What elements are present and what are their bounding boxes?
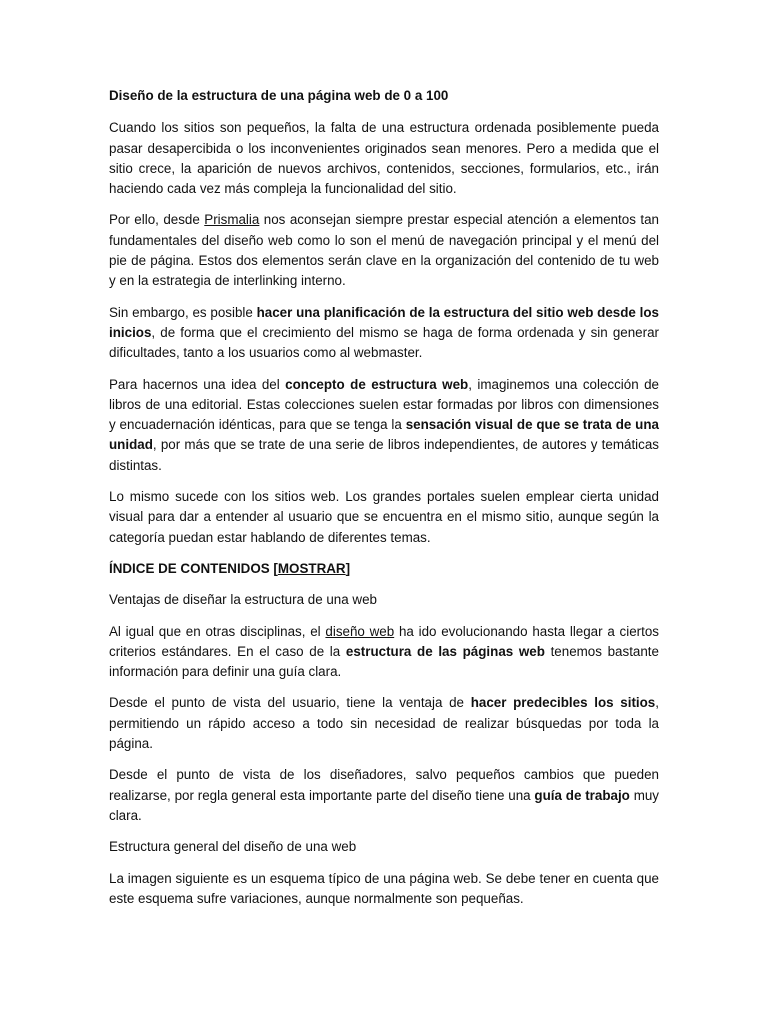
paragraph-2-text-b: nos aconsejan siempre prestar especial atención a elementos tan fundamentales del diseño web como lo son el menú de navegación principal y el menú del pie de página. Estos dos elementos serán clave en la organización del contenido de tu web y en la estrategia de interlinking interno. — [109, 212, 659, 289]
paragraph-6 — [109, 622, 659, 683]
document-title: Diseño de la estructura de una página web de 0 a 100 — [109, 88, 449, 103]
paragraph-4 — [109, 375, 659, 476]
paragraph-8-text-b: muy clara. — [109, 787, 659, 823]
paragraph-6-bold: estructura de las páginas web — [345, 643, 545, 659]
paragraph-8-text-a: Desde el punto de vista de los diseñadores, salvo pequeños cambios que pueden realizarse, por regla general esta importante parte del diseño tiene una — [109, 767, 659, 803]
paragraph-7 — [109, 693, 659, 754]
paragraph-6-text-a: Al igual que en otras disciplinas, el — [109, 623, 326, 639]
paragraph-4-bold-1: concepto de estructura web — [285, 376, 469, 392]
toc-label: ÍNDICE DE CONTENIDOS [ — [109, 560, 278, 576]
section-heading-structure: Estructura general del diseño de una web — [109, 839, 357, 855]
paragraph-3 — [109, 303, 659, 364]
table-of-contents-toggle — [109, 559, 659, 579]
paragraph-4-bold-2: sensación visual de que se trata de una unidad — [109, 417, 659, 453]
paragraph-7-text-b: , permitiendo un rápido acceso a todo sin necesidad de realizar búsquedas por toda la página. — [109, 695, 659, 752]
paragraph-1: Cuando los sitios son pequeños, la falta de una estructura ordenada posiblemente pueda pasar desapercibida o los inconvenientes originados sean menores. Pero a medida que el sitio crece, la aparición de nuevos archivos, contenidos, secciones, formularios, etc., irán haciendo cada vez más compleja la funcionalidad del sitio. — [109, 120, 659, 197]
paragraph-7-text-a: Desde el punto de vista del usuario, tiene la ventaja de — [109, 695, 471, 711]
paragraph-3-text-b: , de forma que el crecimiento del mismo se haga de forma ordenada y sin generar dificultades, tanto a los usuarios como al webmaster. — [109, 324, 659, 361]
paragraph-6-text-c: tenemos bastante información para definir una guía clara. — [109, 643, 659, 680]
paragraph-4-text-b: , imaginemos una colección de libros de una editorial. Estas colecciones suelen estar formadas por libros con dimensiones y encuadernación idénticas, para que se tenga la — [109, 376, 659, 433]
toc-show-link[interactable]: MOSTRAR — [277, 560, 346, 576]
diseno-web-link[interactable]: diseño web — [325, 623, 395, 639]
paragraph-5: Lo mismo sucede con los sitios web. Los grandes portales suelen emplear cierta unidad visual para dar a entender al usuario que se encuentra en el mismo sitio, aunque según la categoría puedan estar hablando de diferentes temas. — [109, 489, 659, 545]
prismalia-link[interactable]: Prismalia — [204, 212, 260, 228]
paragraph-2 — [109, 210, 659, 291]
paragraph-9: La imagen siguiente es un esquema típico de una página web. Se debe tener en cuenta que este esquema sufre variaciones, aunque normalmente son pequeñas. — [109, 870, 659, 906]
paragraph-8 — [109, 765, 659, 826]
paragraph-6-text-b: ha ido evolucionando hasta llegar a ciertos criterios estándares. En el caso de la — [109, 623, 659, 659]
paragraph-8-bold: guía de trabajo — [534, 787, 630, 803]
section-heading-advantages: Ventajas de diseñar la estructura de una web — [109, 592, 377, 608]
paragraph-3-text-a: Sin embargo, es posible — [109, 304, 257, 320]
paragraph-7-bold: hacer predecibles los sitios — [470, 695, 656, 711]
paragraph-4-text-c: , por más que se trate de una serie de libros independientes, de autores y temáticas distintas. — [109, 437, 659, 473]
paragraph-2-text-a: Por ello, desde — [109, 212, 205, 228]
paragraph-3-bold: hacer una planificación de la estructura del sitio web desde los inicios — [109, 304, 659, 340]
paragraph-4-text-a: Para hacernos una idea del — [109, 376, 286, 392]
toc-close-bracket: ] — [345, 560, 351, 576]
